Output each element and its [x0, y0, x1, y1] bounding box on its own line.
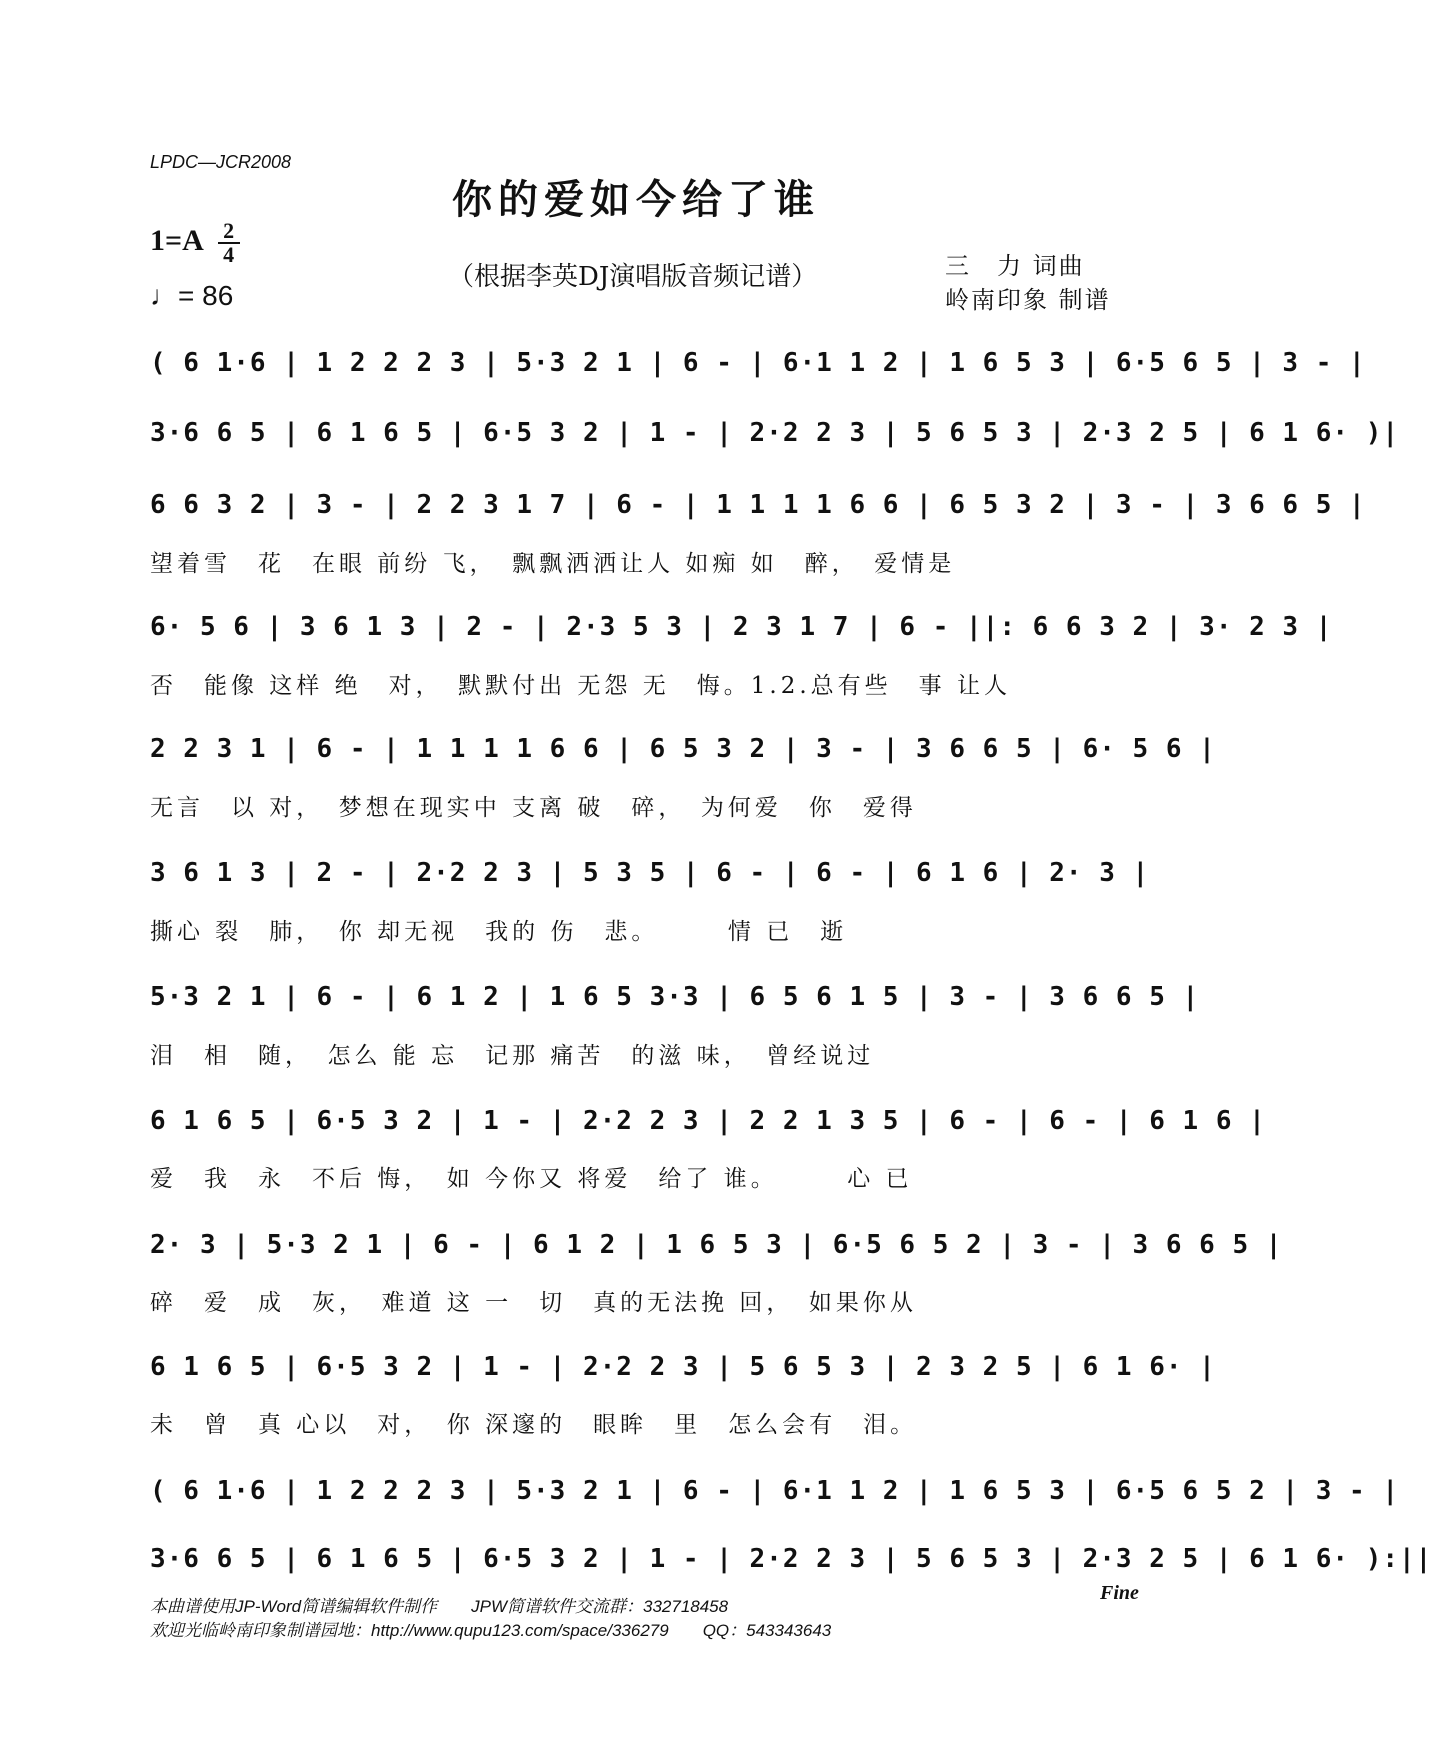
time-top: 2 — [223, 218, 235, 243]
fine-marking: Fine — [1100, 1582, 1139, 1604]
lyric-line-8: 爱 我 永 不后 悔， 如 今你又 将爱 给了 谁。 心 已 — [150, 1166, 913, 1192]
notation-line-12: 3·6 6 5 | 6 1 6 5 | 6·5 3 2 | 1 - | 2·2 2 3 | 5 6 5 3 | 2·3 2 5 | 6 1 6· ):|| — [150, 1544, 1432, 1574]
key-label: 1=A — [150, 223, 203, 257]
lyric-line-3: 望着雪 花 在眼 前纷 飞， 飘飘洒洒让人 如痴 如 醉， 爱情是 — [150, 551, 956, 577]
lyricist-composer: 三 力 词曲 — [945, 252, 1085, 280]
key-signature — [150, 220, 240, 266]
page-title: 你的爱如今给了谁 — [452, 176, 820, 223]
time-bottom: 4 — [223, 242, 235, 267]
footer-line-1: 本曲谱使用JP-Word简谱编辑软件制作 JPW简谱软件交流群：332718458 — [150, 1597, 729, 1616]
notation-line-1: ( 6 1·6 | 1 2 2 2 3 | 5·3 2 1 | 6 - | 6·1 1 2 | 1 6 5 3 | 6·5 6 5 | 3 - | — [150, 348, 1366, 378]
notation-line-10: 6 1 6 5 | 6·5 3 2 | 1 - | 2·2 2 3 | 5 6 5 3 | 2 3 2 5 | 6 1 6· | — [150, 1352, 1216, 1382]
lyric-line-9: 碎 爱 成 灰， 难道 这 一 切 真的无法挽 回， 如果你从 — [150, 1290, 917, 1316]
subtitle: （根据李英DJ演唱版音频记谱） — [448, 262, 818, 292]
tempo-marking: ♩= 86 — [150, 280, 234, 311]
notation-line-4: 6· 5 6 | 3 6 1 3 | 2 - | 2·3 5 3 | 2 3 1 7 | 6 - ||: 6 6 3 2 | 3· 2 3 | — [150, 612, 1333, 642]
notation-line-3: 6 6 3 2 | 3 - | 2 2 3 1 7 | 6 - | 1 1 1 1 6 6 | 6 5 3 2 | 3 - | 3 6 6 5 | — [150, 490, 1366, 520]
lyric-line-6: 撕心 裂 肺， 你 却无视 我的 伤 悲。 情 已 逝 — [150, 919, 848, 945]
notation-line-7: 5·3 2 1 | 6 - | 6 1 2 | 1 6 5 3·3 | 6 5 6 1 5 | 3 - | 3 6 6 5 | — [150, 982, 1200, 1012]
notation-line-9: 2· 3 | 5·3 2 1 | 6 - | 6 1 2 | 1 6 5 3 | 6·5 6 5 2 | 3 - | 3 6 6 5 | — [150, 1230, 1283, 1260]
notation-line-6: 3 6 1 3 | 2 - | 2·2 2 3 | 5 3 5 | 6 - | 6 - | 6 1 6 | 2· 3 | — [150, 858, 1150, 888]
score-code: LPDC—JCR2008 — [150, 152, 292, 172]
lyric-line-10: 未 曾 真 心以 对， 你 深邃的 眼眸 里 怎么会有 泪。 — [150, 1412, 918, 1438]
notation-line-2: 3·6 6 5 | 6 1 6 5 | 6·5 3 2 | 1 - | 2·2 2 3 | 5 6 5 3 | 2·3 2 5 | 6 1 6· )| — [150, 418, 1399, 448]
lyric-line-7: 泪 相 随， 怎么 能 忘 记那 痛苦 的滋 味， 曾经说过 — [150, 1043, 875, 1069]
arranger: 岭南印象 制谱 — [945, 286, 1111, 314]
notation-line-5: 2 2 3 1 | 6 - | 1 1 1 1 6 6 | 6 5 3 2 | 3 - | 3 6 6 5 | 6· 5 6 | — [150, 734, 1216, 764]
lyric-line-5: 无言 以 对， 梦想在现实中 支离 破 碎， 为何爱 你 爱得 — [150, 795, 917, 821]
footer-line-2: 欢迎光临岭南印象制谱园地：http://www.qupu123.com/space/336279 QQ：543343643 — [150, 1621, 832, 1640]
notation-line-11: ( 6 1·6 | 1 2 2 2 3 | 5·3 2 1 | 6 - | 6·1 1 2 | 1 6 5 3 | 6·5 6 5 2 | 3 - | — [150, 1476, 1399, 1506]
time-signature — [218, 220, 240, 266]
lyric-line-4: 否 能像 这样 绝 对， 默默付出 无怨 无 悔。1.2.总有些 事 让人 — [150, 673, 1011, 699]
notation-line-8: 6 1 6 5 | 6·5 3 2 | 1 - | 2·2 2 3 | 2 2 1 3 5 | 6 - | 6 - | 6 1 6 | — [150, 1106, 1266, 1136]
